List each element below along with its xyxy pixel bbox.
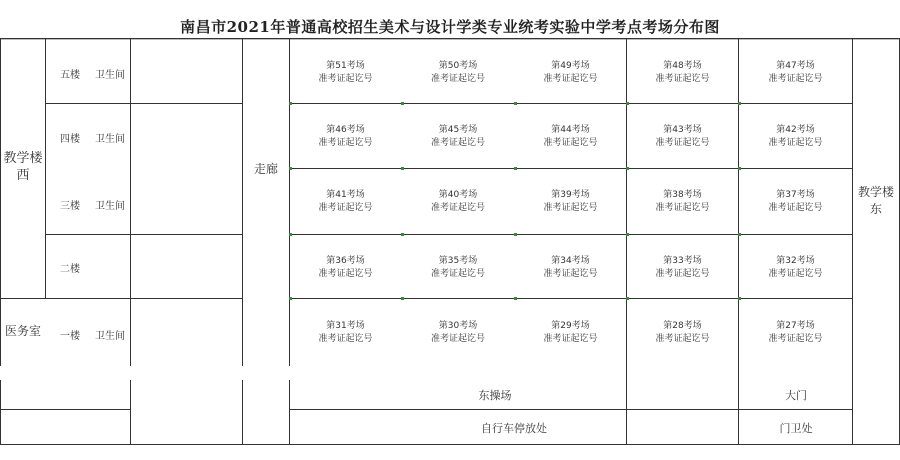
washroom-label: 卫生间 [95,70,125,81]
floor-label: 三楼 [60,201,80,212]
room-ticket-range: 准考证起讫号 [655,203,710,213]
clinic-label: 医务室 [4,324,41,338]
east-playground-label: 东操场 [478,389,512,402]
exam-room [739,255,852,281]
room-ticket-range: 准考证起讫号 [430,138,485,148]
exam-room [290,124,401,150]
room-ticket-range: 准考证起讫号 [430,74,485,84]
floor-label: 二楼 [60,264,80,275]
corridor-label: 走廊 [253,162,278,176]
room-name: 第32考场 [776,256,815,266]
exam-room [290,320,401,346]
room-name: 第39考场 [551,190,590,200]
room-name: 第44考场 [551,125,590,135]
exam-room [402,60,514,86]
room-name: 第48考场 [663,61,702,71]
floor-label: 五楼 [60,70,80,81]
room-ticket-range: 准考证起讫号 [543,334,598,344]
exam-room [515,60,626,86]
room-ticket-range: 准考证起讫号 [318,203,373,213]
exam-room [402,124,514,150]
page-title: 南昌市2021年普通高校招生美术与设计学类专业统考实验中学考点考场分布图 [180,18,720,36]
bike-parking-label: 自行车停放处 [481,422,547,435]
room-name: 第33考场 [663,256,702,266]
exam-room [627,255,738,281]
floor-label: 一楼 [60,331,80,342]
room-ticket-range: 准考证起讫号 [543,138,598,148]
room-name: 第45考场 [438,125,478,135]
room-name: 第40考场 [438,190,478,200]
exam-room [402,320,514,346]
room-ticket-range: 准考证起讫号 [543,269,598,279]
room-ticket-range: 准考证起讫号 [318,138,373,148]
room-name: 第30考场 [438,321,478,331]
exam-room [627,320,738,346]
room-name: 第42考场 [776,125,815,135]
washroom-label: 卫生间 [95,331,125,342]
room-ticket-range: 准考证起讫号 [543,74,598,84]
room-name: 第36考场 [326,256,365,266]
east-building-label: 教学楼东 [857,185,894,216]
room-name: 第34考场 [551,256,590,266]
exam-room [627,60,738,86]
floor-label: 四楼 [60,134,80,145]
room-ticket-range: 准考证起讫号 [318,269,373,279]
exam-room [515,189,626,215]
room-ticket-range: 准考证起讫号 [318,334,373,344]
room-ticket-range: 准考证起讫号 [768,269,823,279]
room-ticket-range: 准考证起讫号 [768,74,823,84]
west-building-label: 教学楼西 [3,151,43,183]
guard-room-label: 门卫处 [779,422,813,435]
exam-room [290,255,401,281]
exam-room [402,255,514,281]
room-ticket-range: 准考证起讫号 [655,138,710,148]
main-gate-label: 大门 [785,389,807,402]
room-ticket-range: 准考证起讫号 [655,334,710,344]
room-ticket-range: 准考证起讫号 [318,74,373,84]
room-name: 第29考场 [551,321,590,331]
room-name: 第49考场 [551,61,590,71]
exam-room [402,189,514,215]
washroom-label: 卫生间 [95,134,125,145]
exam-room [515,255,626,281]
room-ticket-range: 准考证起讫号 [768,334,823,344]
room-ticket-range: 准考证起讫号 [430,269,485,279]
exam-room [515,320,626,346]
room-ticket-range: 准考证起讫号 [768,138,823,148]
room-name: 第31考场 [326,321,365,331]
room-name: 第50考场 [438,61,478,71]
exam-room [290,189,401,215]
exam-room [627,124,738,150]
exam-room [739,320,852,346]
room-name: 第27考场 [776,321,815,331]
exam-room [290,60,401,86]
room-ticket-range: 准考证起讫号 [430,334,485,344]
room-ticket-range: 准考证起讫号 [655,74,710,84]
exam-room [627,189,738,215]
exam-room [515,124,626,150]
room-name: 第47考场 [776,61,815,71]
exam-room [739,124,852,150]
room-ticket-range: 准考证起讫号 [430,203,485,213]
room-name: 第46考场 [326,125,365,135]
room-name: 第38考场 [663,190,702,200]
room-ticket-range: 准考证起讫号 [768,203,823,213]
room-name: 第43考场 [663,125,702,135]
room-name: 第51考场 [326,61,365,71]
room-name: 第35考场 [438,256,478,266]
exam-room [739,60,852,86]
room-name: 第41考场 [326,190,365,200]
room-ticket-range: 准考证起讫号 [655,269,710,279]
exam-room [739,189,852,215]
room-name: 第28考场 [663,321,702,331]
room-ticket-range: 准考证起讫号 [543,203,598,213]
washroom-label: 卫生间 [95,201,125,212]
room-name: 第37考场 [776,190,815,200]
